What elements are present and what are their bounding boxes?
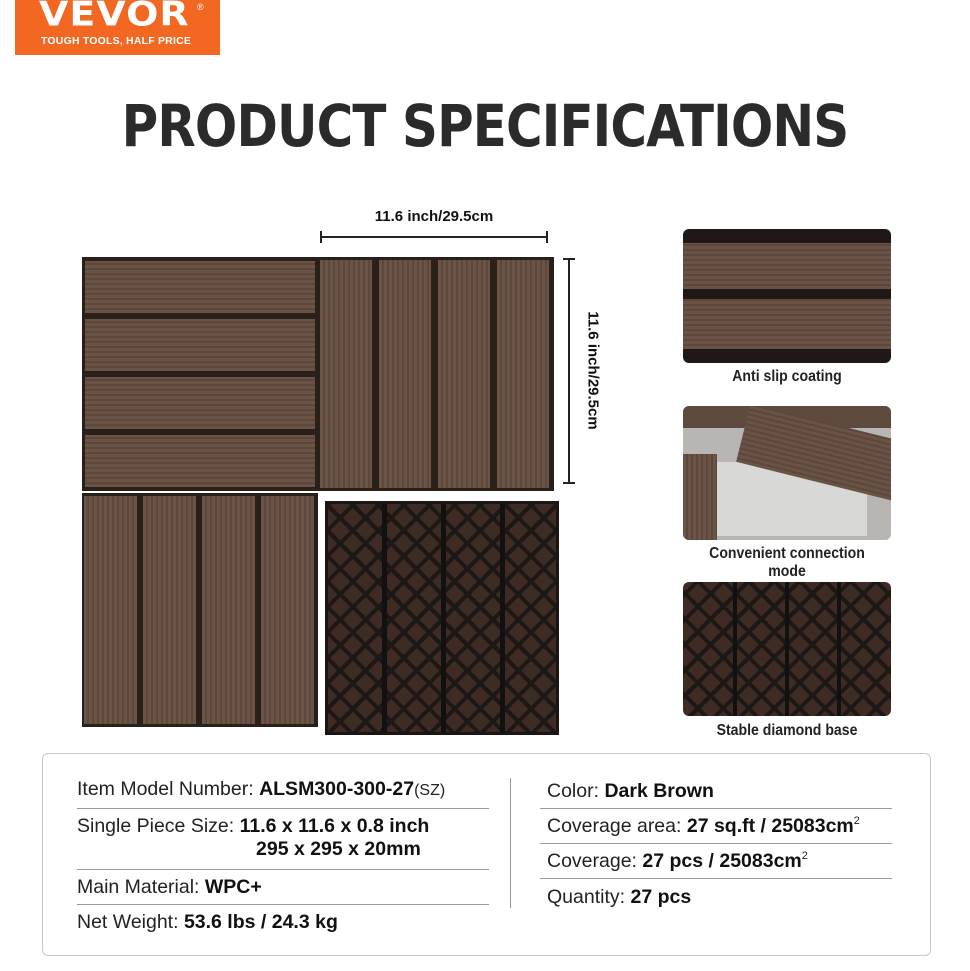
logo-tagline: TOUGH TOOLS, HALF PRICE <box>41 35 192 47</box>
spec-area-label: Coverage area: <box>547 815 687 837</box>
spec-size <box>77 815 429 838</box>
spec-coverage-area <box>547 815 860 838</box>
height-dimension-label: 11.6 inch/29.5cm <box>584 311 602 430</box>
wood-slat <box>85 261 315 313</box>
feature-caption-diamond-base: Stable diamond base <box>716 722 858 739</box>
wood-slat <box>261 496 314 724</box>
logo-brand: VEVOR <box>39 0 190 34</box>
spec-material-label: Main Material: <box>77 876 205 898</box>
wood-slat <box>143 496 196 724</box>
spec-color <box>547 780 714 803</box>
spec-size-value-mm: 295 x 295 x 20mm <box>256 838 421 860</box>
base-gap <box>441 504 446 732</box>
width-dimension-line <box>320 231 548 243</box>
spec-divider <box>540 843 892 844</box>
wood-slat <box>85 319 315 371</box>
width-dimension-label: 11.6 inch/29.5cm <box>374 208 494 225</box>
base-gap <box>785 582 789 716</box>
spec-coverage-value: 27 pcs / 25083cm <box>642 850 802 872</box>
wood-slat <box>85 377 315 429</box>
spec-area-superscript: 2 <box>853 815 860 827</box>
spec-color-label: Color: <box>547 780 605 802</box>
spec-model-suffix: (SZ) <box>414 782 446 799</box>
spec-coverage <box>547 850 808 873</box>
spec-material-value: WPC+ <box>204 876 262 898</box>
spec-divider <box>540 808 892 809</box>
spec-size-value-inch: 11.6 x 11.6 x 0.8 inch <box>239 815 430 837</box>
wood-slat <box>379 260 431 488</box>
wood-slat <box>683 454 717 540</box>
spec-divider <box>77 904 489 905</box>
height-dimension-line <box>563 258 575 484</box>
wood-slat <box>683 299 891 349</box>
base-gap <box>500 504 505 732</box>
feature-caption-anti-slip: Anti slip coating <box>732 368 842 385</box>
spec-weight-value: 53.6 lbs / 24.3 kg <box>183 911 338 933</box>
spec-column-divider <box>510 778 511 908</box>
spec-model <box>77 778 445 801</box>
spec-coverage-superscript: 2 <box>801 850 808 862</box>
tile-top-right <box>318 257 554 491</box>
wood-slat <box>683 243 891 289</box>
spec-quantity <box>547 886 691 909</box>
connection-photo <box>683 406 891 540</box>
wood-slat <box>438 260 490 488</box>
spec-material <box>77 876 262 899</box>
spec-weight <box>77 911 338 934</box>
tile-base-underside <box>325 501 559 735</box>
tile-top-left <box>82 257 318 491</box>
base-gap <box>733 582 737 716</box>
spec-color-value: Dark Brown <box>604 780 714 802</box>
tile-bottom-left <box>82 493 318 727</box>
wood-slat <box>84 496 137 724</box>
spec-model-label: Item Model Number: <box>77 778 260 800</box>
spec-divider <box>77 808 489 809</box>
spec-divider <box>77 869 489 870</box>
anti-slip-photo <box>683 229 891 363</box>
spec-quantity-value: 27 pcs <box>630 886 692 908</box>
wood-slat <box>202 496 255 724</box>
diamond-base-photo <box>683 582 891 716</box>
spec-size-metric <box>256 838 421 861</box>
page-title: PRODUCT SPECIFICATIONS <box>121 92 849 160</box>
spec-size-label: Single Piece Size: <box>77 815 240 837</box>
logo-registered-mark: ® <box>197 2 204 12</box>
spec-coverage-label: Coverage: <box>547 850 643 872</box>
base-gap <box>382 504 387 732</box>
wood-slat <box>85 435 315 487</box>
wood-slat <box>320 260 372 488</box>
feature-caption-connection: Convenient connection mode <box>709 545 865 580</box>
vevor-logo <box>15 0 220 55</box>
spec-quantity-label: Quantity: <box>547 886 631 908</box>
spec-weight-label: Net Weight: <box>77 911 184 933</box>
spec-divider <box>540 878 892 879</box>
spec-area-value: 27 sq.ft / 25083cm <box>686 815 854 837</box>
wood-slat <box>497 260 549 488</box>
spec-model-value: ALSM300-300-27 <box>259 778 415 800</box>
base-gap <box>837 582 841 716</box>
